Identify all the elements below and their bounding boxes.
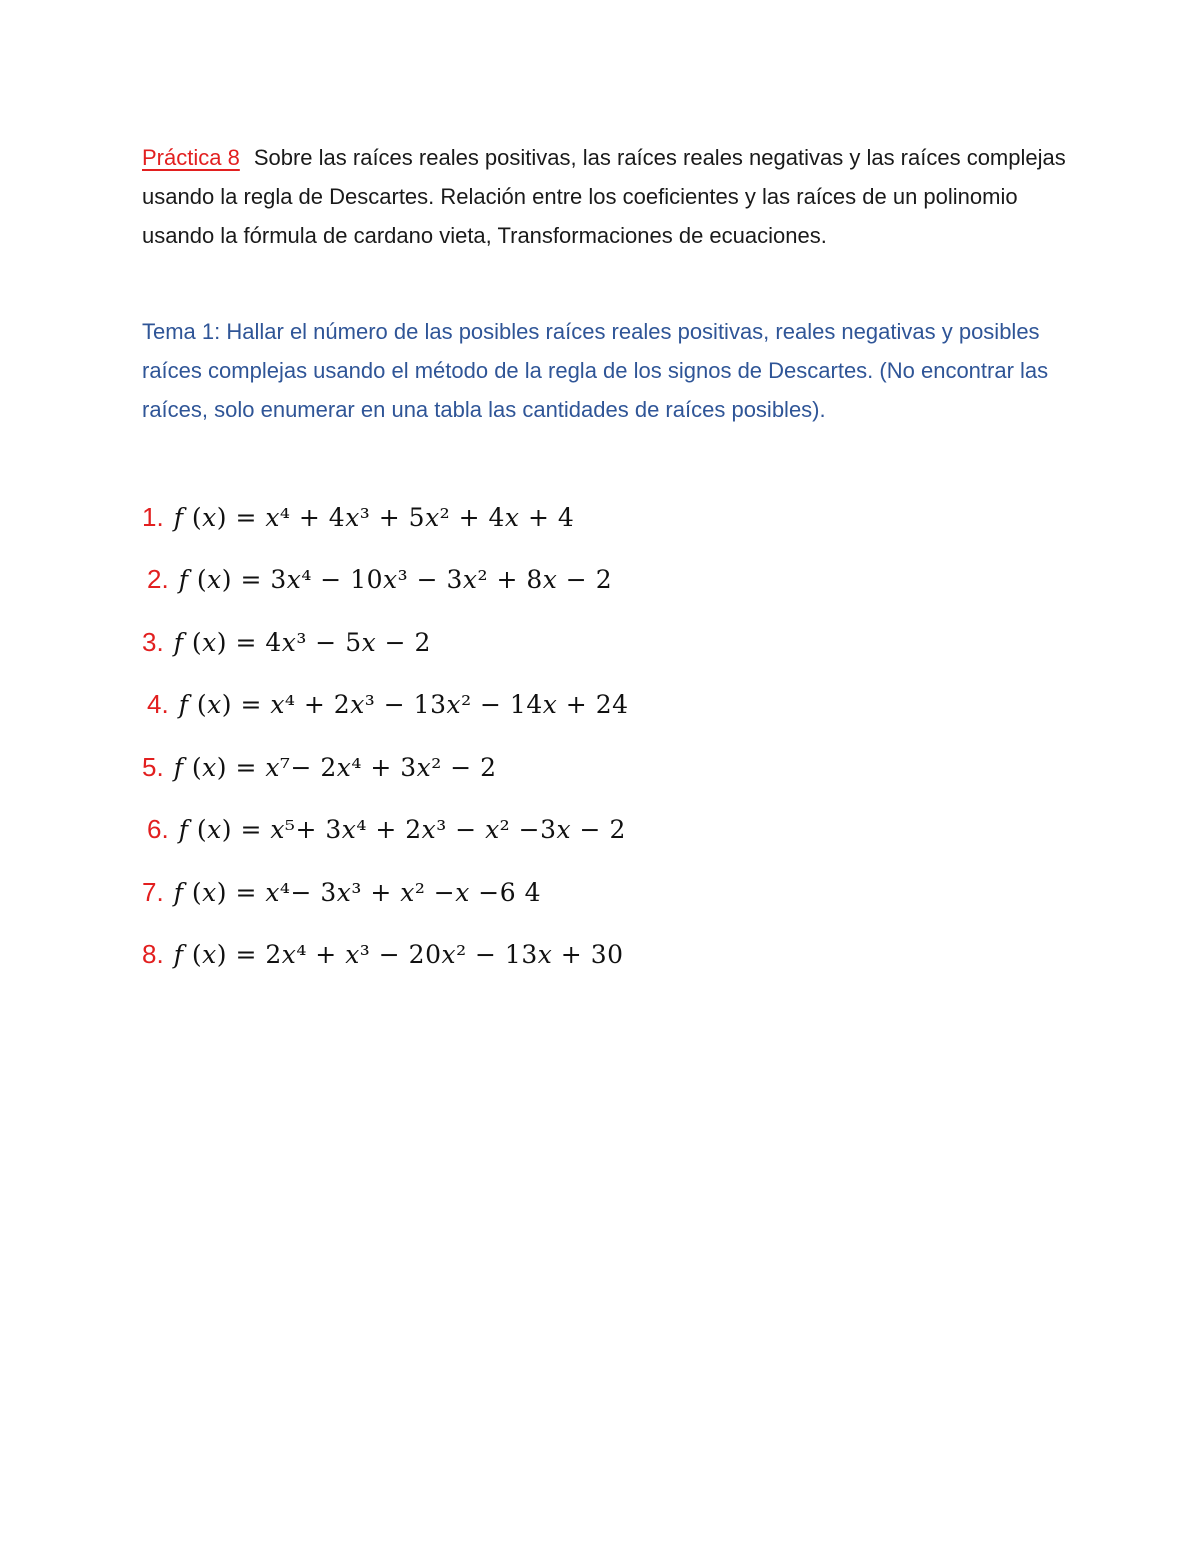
- exercise-number: 3.: [142, 626, 164, 657]
- exercise-item: [142, 549, 1042, 612]
- practice-title: Práctica 8: [142, 145, 240, 170]
- exercise-list: [142, 486, 1042, 986]
- exercise-item: [142, 611, 1042, 674]
- practice-description: Sobre las raíces reales positivas, las raíces reales negativas y las raíces complejas usando la regla de Descartes. Relación entre los coeficientes y las raíces de un polinomio usando la fórmula de cardano vieta, Transformaciones de ecuaciones.: [142, 145, 1066, 248]
- exercise-formula: 𝑓 (𝑥) = 𝑥⁴− 3𝑥³ + 𝑥² −𝑥 −6 4: [173, 877, 541, 907]
- exercise-number: 5.: [142, 751, 164, 782]
- exercise-number: 1.: [142, 501, 164, 532]
- exercise-item: [142, 799, 1042, 862]
- exercise-item: [142, 924, 1042, 987]
- exercise-formula: 𝑓 (𝑥) = 4𝑥³ − 5𝑥 − 2: [173, 627, 431, 657]
- exercise-formula: 𝑓 (𝑥) = 𝑥⁴ + 2𝑥³ − 13𝑥² − 14𝑥 + 24: [178, 690, 629, 720]
- exercise-item: [142, 674, 1042, 737]
- exercise-number: 6.: [147, 814, 169, 845]
- exercise-formula: 𝑓 (𝑥) = 𝑥⁵+ 3𝑥⁴ + 2𝑥³ − 𝑥² −3𝑥 − 2: [178, 815, 626, 845]
- practice-header: [142, 138, 1072, 255]
- exercise-number: 2.: [147, 564, 169, 595]
- exercise-number: 4.: [147, 689, 169, 720]
- exercise-item: [142, 861, 1042, 924]
- topic-instructions: Tema 1: Hallar el número de las posibles raíces reales positivas, reales negativas y posibles raíces complejas usando el método de la regla de los signos de Descartes. (No encontrar las raíces, solo enumerar en una tabla las cantidades de raíces posibles).: [142, 319, 1049, 422]
- exercise-formula: 𝑓 (𝑥) = 𝑥⁴ + 4𝑥³ + 5𝑥² + 4𝑥 + 4: [173, 502, 575, 532]
- exercise-formula: 𝑓 (𝑥) = 𝑥⁷− 2𝑥⁴ + 3𝑥² − 2: [173, 752, 497, 782]
- exercise-number: 7.: [142, 876, 164, 907]
- exercise-formula: 𝑓 (𝑥) = 3𝑥⁴ − 10𝑥³ − 3𝑥² + 8𝑥 − 2: [178, 565, 613, 595]
- exercise-item: [142, 736, 1042, 799]
- exercise-number: 8.: [142, 939, 164, 970]
- exercise-item: [142, 486, 1042, 549]
- exercise-formula: 𝑓 (𝑥) = 2𝑥⁴ + 𝑥³ − 20𝑥² − 13𝑥 + 30: [173, 940, 624, 970]
